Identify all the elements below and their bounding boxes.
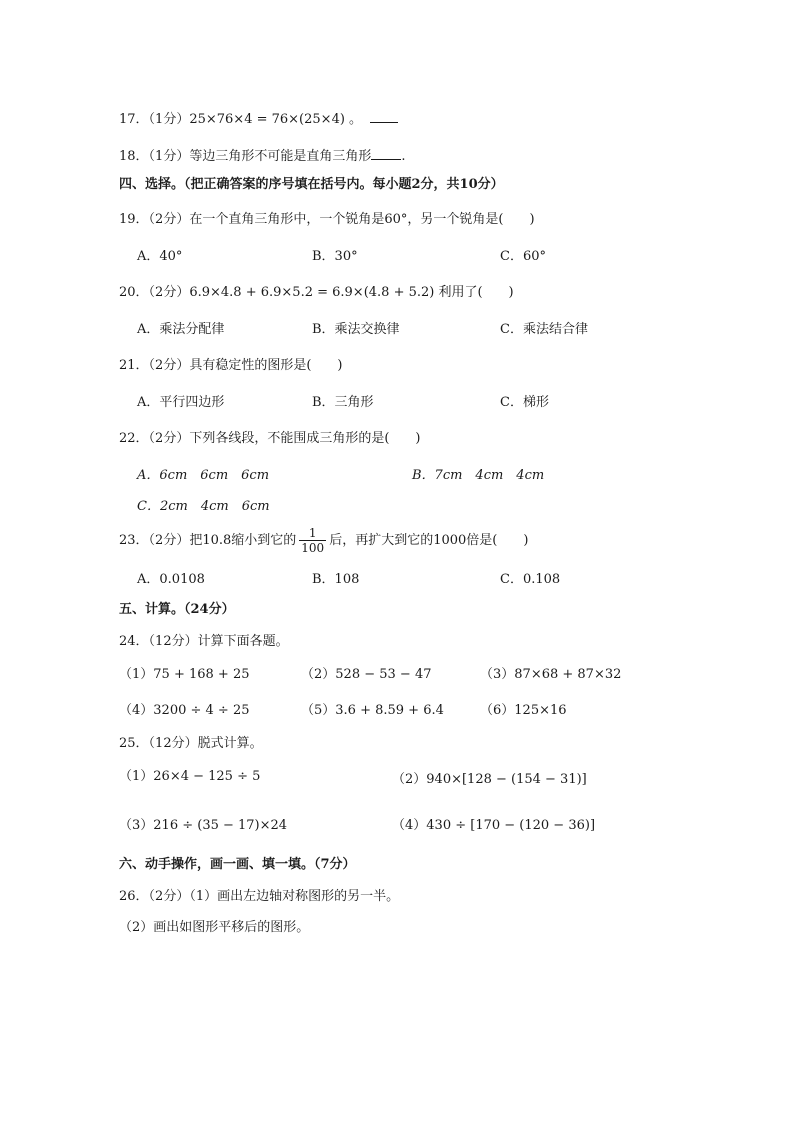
question-25 xyxy=(119,735,263,753)
question-26 xyxy=(119,888,399,906)
question-text: 等边三角形不可能是直角三角形 xyxy=(189,149,372,164)
option-c[interactable]: C．乘法结合律 xyxy=(500,322,588,337)
question-19 xyxy=(119,211,535,229)
option-a[interactable]: A．0.0108 xyxy=(137,572,205,587)
option-a[interactable]: A．6cm 6cm 6cm xyxy=(137,468,270,483)
question-18 xyxy=(119,145,405,166)
calc-item-2: （2）528 − 53 − 47 xyxy=(301,667,432,682)
option-c[interactable]: C．0.108 xyxy=(500,572,561,587)
question-text: 具有稳定性的图形是( ) xyxy=(189,358,343,373)
calc-item-4: （4）430 ÷ [170 − (120 − 36)] xyxy=(392,818,596,833)
question-text: 25×76×4 = 76×(25×4) 。 xyxy=(189,112,363,127)
question-text: （1）画出左边轴对称图形的另一半。 xyxy=(189,889,400,904)
option-b[interactable]: B．30° xyxy=(312,249,358,264)
fraction-denominator: 100 xyxy=(301,541,325,555)
question-label: 25．（12分） xyxy=(119,736,198,751)
calc-item-5: （5）3.6 + 8.59 + 6.4 xyxy=(301,703,444,718)
option-c[interactable]: C．60° xyxy=(500,249,546,264)
question-text: 计算下面各题。 xyxy=(197,634,289,649)
calc-item-1: （1）75 + 168 + 25 xyxy=(119,667,250,682)
calc-item-2: （2）940×[128 − (154 − 31)] xyxy=(392,772,587,787)
question-label: 22．（2分） xyxy=(119,431,190,446)
question-21 xyxy=(119,357,342,375)
question-label: 20．（2分） xyxy=(119,285,190,300)
calc-item-3: （3）87×68 + 87×32 xyxy=(480,667,622,682)
calc-item-3: （3）216 ÷ (35 − 17)×24 xyxy=(119,818,288,833)
question-text-continued: 后，再扩大到它的1000倍是( ) xyxy=(329,533,529,548)
calc-item-6: （6）125×16 xyxy=(480,703,567,718)
question-label: 18．（1分） xyxy=(119,149,190,164)
question-26-part-2: （2）画出如图形平移后的图形。 xyxy=(119,920,310,935)
question-end: . xyxy=(401,149,406,164)
option-b[interactable]: B．乘法交换律 xyxy=(312,322,400,337)
option-c[interactable]: C．2cm 4cm 6cm xyxy=(137,499,270,514)
option-c[interactable]: C．梯形 xyxy=(500,395,549,410)
option-a[interactable]: A．平行四边形 xyxy=(137,395,225,410)
question-20 xyxy=(119,284,514,302)
question-label: 26．（2分） xyxy=(119,889,190,904)
question-text: 下列各线段，不能围成三角形的是( ) xyxy=(189,431,421,446)
calc-item-1: （1）26×4 − 125 ÷ 5 xyxy=(119,769,261,784)
answer-blank[interactable] xyxy=(370,108,398,123)
question-17 xyxy=(119,108,398,129)
question-text: 在一个直角三角形中，一个锐角是60°，另一个锐角是( ) xyxy=(189,212,535,227)
question-label: 23．（2分） xyxy=(119,533,190,548)
question-24 xyxy=(119,633,289,651)
answer-blank[interactable] xyxy=(371,145,401,160)
option-b[interactable]: B．108 xyxy=(312,572,360,587)
question-label: 24．（12分） xyxy=(119,634,198,649)
question-text: 6.9×4.8 + 6.9×5.2 = 6.9×(4.8 + 5.2) 利用了( ) xyxy=(189,285,514,300)
question-label: 21．（2分） xyxy=(119,358,190,373)
question-23 xyxy=(119,526,528,556)
option-a[interactable]: A．乘法分配律 xyxy=(137,322,225,337)
calc-item-4: （4）3200 ÷ 4 ÷ 25 xyxy=(119,703,250,718)
question-22 xyxy=(119,430,420,448)
question-label: 17．（1分） xyxy=(119,112,190,127)
option-b[interactable]: B．三角形 xyxy=(312,395,374,410)
fraction-numerator: 1 xyxy=(308,526,317,540)
section-heading-5: 五、计算。（24分） xyxy=(119,602,235,617)
option-b[interactable]: B．7cm 4cm 4cm xyxy=(412,468,545,483)
fraction xyxy=(299,526,326,555)
question-text: 把10.8缩小到它的 xyxy=(189,533,297,548)
section-heading-4: 四、选择。（把正确答案的序号填在括号内。每小题2分，共10分） xyxy=(119,177,504,192)
section-heading-6: 六、动手操作，画一画、填一填。（7分） xyxy=(119,857,356,872)
option-a[interactable]: A．40° xyxy=(137,249,183,264)
question-label: 19．（2分） xyxy=(119,212,190,227)
question-text: 脱式计算。 xyxy=(197,736,263,751)
